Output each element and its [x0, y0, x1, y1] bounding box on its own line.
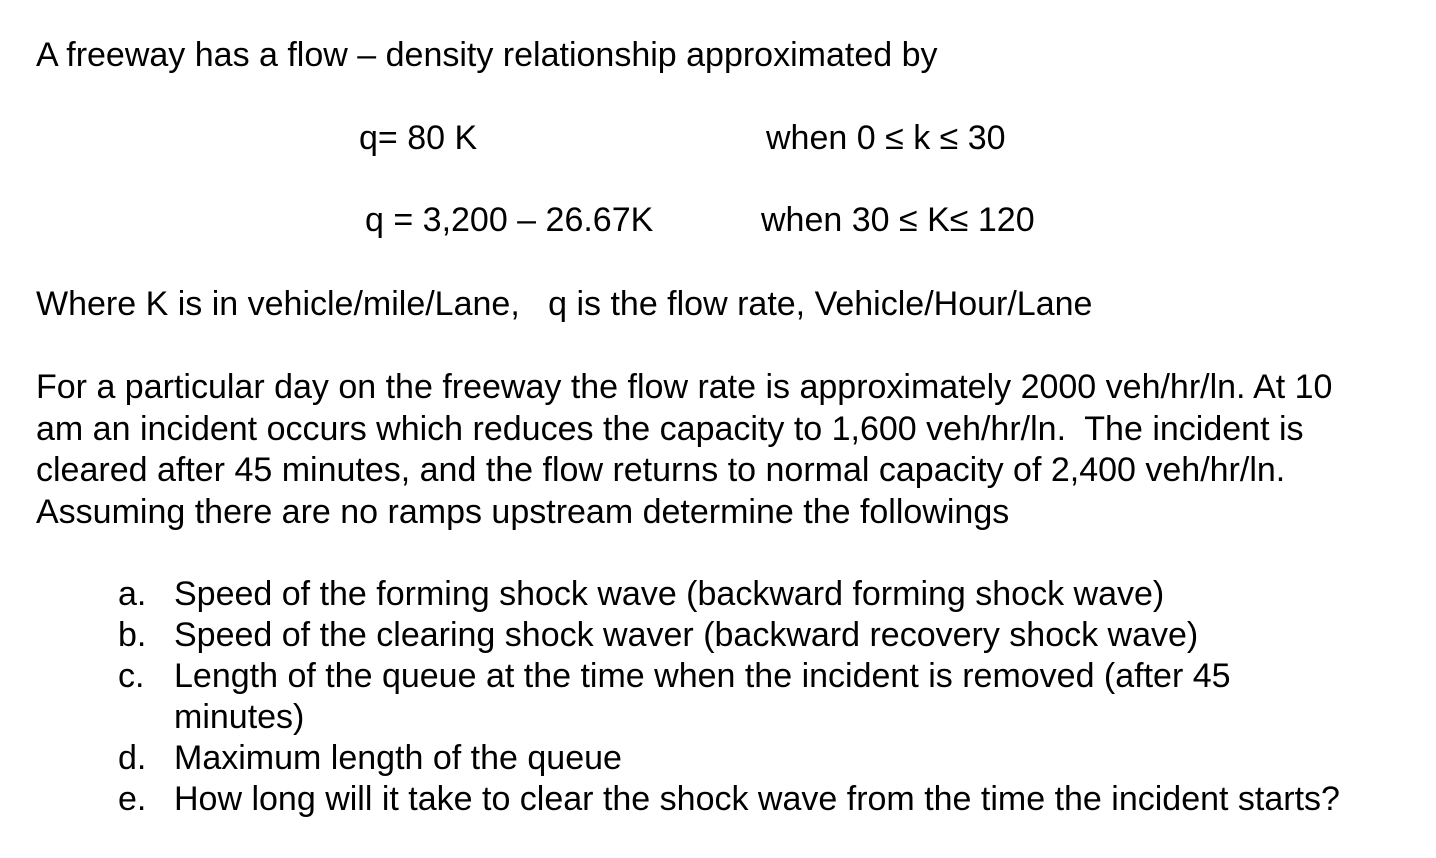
equation-2-formula: q = 3,200 – 26.67K: [365, 201, 654, 239]
question-marker: c.: [118, 657, 145, 695]
paragraph-line: cleared after 45 minutes, and the flow returns to normal capacity of 2,400 veh/hr/ln.: [36, 451, 1286, 489]
question-marker: d.: [118, 739, 147, 777]
question-b: [118, 615, 1418, 656]
question-e: [118, 779, 1418, 820]
question-line: Speed of the clearing shock waver (backward recovery shock wave): [174, 616, 1199, 654]
question-text: [174, 738, 1418, 779]
question-a: [118, 574, 1418, 615]
question-line: minutes): [174, 698, 305, 736]
question-text: [174, 656, 1418, 738]
question-marker: e.: [118, 780, 147, 818]
problem-paragraph: [36, 367, 1426, 533]
intro-text: A freeway has a flow – density relationship approximated by: [36, 36, 938, 74]
paragraph-line: am an incident occurs which reduces the capacity to 1,600 veh/hr/ln. The incident is: [36, 409, 1304, 448]
question-text: [174, 779, 1418, 820]
question-line: Speed of the forming shock wave (backward forming shock wave): [174, 575, 1165, 613]
equation-1-formula: q= 80 K: [359, 119, 478, 157]
question-d: [118, 738, 1418, 779]
question-line: How long will it take to clear the shock wave from the time the incident starts?: [174, 780, 1340, 818]
question-marker: b.: [118, 616, 147, 654]
question-text: [174, 615, 1418, 656]
units-definition: Where K is in vehicle/mile/Lane, q is the flow rate, Vehicle/Hour/Lane: [36, 285, 1093, 323]
question-line: Length of the queue at the time when the incident is removed (after 45: [174, 657, 1231, 695]
question-text: [174, 574, 1418, 615]
paragraph-line: Assuming there are no ramps upstream determine the followings: [36, 492, 1010, 531]
question-line: Maximum length of the queue: [174, 739, 622, 777]
questions-list: [118, 574, 1418, 820]
question-marker: a.: [118, 575, 147, 613]
equation-2-condition: when 30 ≤ K≤ 120: [761, 201, 1035, 239]
paragraph-line: For a particular day on the freeway the flow rate is approximately 2000 veh/hr/ln. At 10: [36, 368, 1333, 406]
equation-1-condition: when 0 ≤ k ≤ 30: [766, 119, 1006, 157]
question-c: [118, 656, 1418, 738]
